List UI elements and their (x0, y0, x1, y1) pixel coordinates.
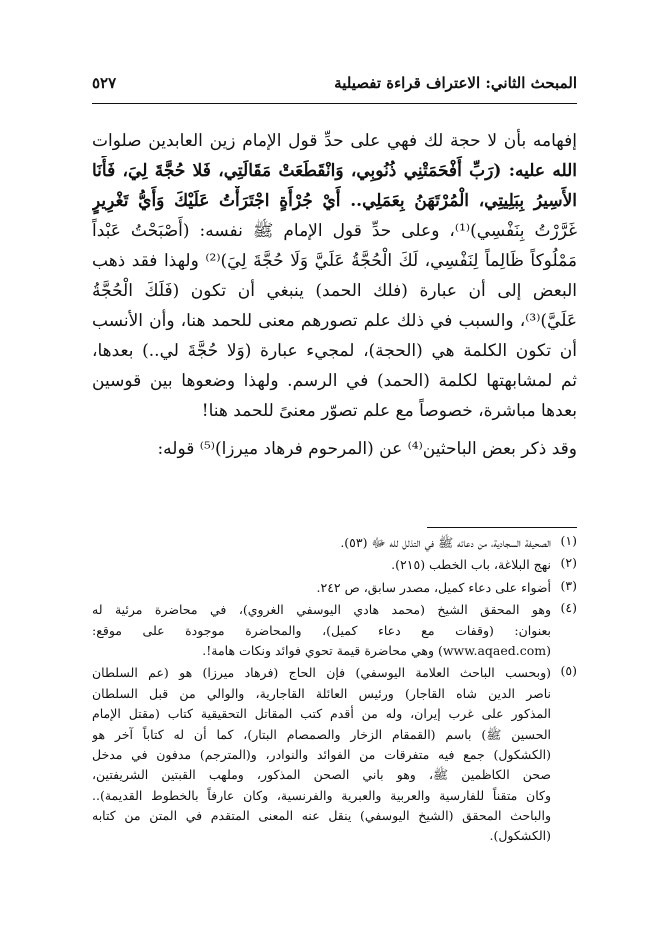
body-line: غَرَّرْتُ بِنَفْسِي)⁽¹⁾، وعلى حدِّ قول الإمام ﷺ نفسه: (أَصْبَحْتُ عَبْداً (92, 221, 577, 241)
footnote-line: أضواء على دعاء كميل، مصدر سابق، ص ٢٤٢. (316, 579, 551, 595)
footnote-line: (الكشكول). (489, 828, 551, 844)
footnote (92, 600, 577, 661)
footnote-line: المذكور على غرب إيران، وله من أقدم كتب المقاتل التحقيقية كتاب (مقتل الإمام (92, 706, 551, 722)
footnote-number: (٣) (560, 577, 577, 593)
footnote-line: (www.aqaed.com) وهي محاضرة قيمة تحوي فوائد ونكات هامة!. (202, 642, 551, 658)
footnote-line: وهو المحقق الشيخ (محمد هادي اليوسفي الغروي)، في محاضرة مرئية له (92, 602, 551, 618)
footnote (92, 578, 577, 598)
footnote-text (92, 555, 551, 575)
body-line: وقد ذكر بعض الباحثين⁽⁴⁾ عن (المرحوم فرهاد ميرزا)⁽⁵⁾ قوله: (157, 439, 577, 459)
footnote-number: (٥) (560, 663, 577, 679)
body-line: بعدها مباشرة، خصوصاً مع علم تصوّر معنىً للحمد هنا! (201, 401, 577, 421)
body-line: الأَسِيرُ بِبَلِيتِي، الْمُرْتَهَنُ بِعَمَلِي.. أَيْ جُرْأَةٍ اجْتَرَأْتُ عَلَيْكَ وَأَيُّ تَغْرِيرٍ (92, 191, 577, 211)
footnote (92, 663, 577, 847)
footnote-text (92, 600, 551, 661)
footnote-line: بعنوان: (وقفات مع دعاء كميل)، والمحاضرة موجودة على موقع: (92, 622, 551, 638)
body-line: مَمْلُوكاً ظَالِماً لِنَفْسِي، لَكَ الْحُجَّةُ عَلَيَّ وَلَا حُجَّةَ لِيَ)⁽²⁾ ولهذا فقد ذهب (92, 251, 577, 271)
footnote (92, 555, 577, 575)
body-line: ثم لمشابهتها لكلمة (الحمد) في الرسم. ولهذا وضعوها بين قوسين (92, 371, 577, 391)
chapter-title: المبحث الثاني: الاعتراف قراءة تفصيلية (334, 74, 577, 92)
body-line: أن تكون الكلمة هي (الحجة)، لمجيء عبارة (وَلا حُجَّةَ لي..) بعدها، (92, 341, 577, 361)
body-line: إفهامه بأن لا حجة لك فهي على حدِّ قول الإمام زين العابدين صلوات (92, 131, 577, 151)
footnote-number: (١) (560, 533, 577, 548)
paragraph-gap (92, 426, 577, 434)
footnote-line: ناصر الدين شاه القاجار) ورئيس العائلة القاجارية، والوالي من قبل السلطان (92, 685, 551, 701)
footnote-text (92, 663, 551, 847)
footnote-divider (427, 527, 577, 528)
footnote-line: وكان متقناً للفارسية والعربية والعبرية والفرنسية، وكان عارفاً بالخطوط القديمة).. (92, 787, 551, 803)
footnote-line: والباحث المحقق (الشيخ اليوسفي) ينقل عنه المعنى المتقدم في المتن من كتابه (92, 808, 551, 824)
body-line: البعض إلى أن عبارة (فلك الحمد) ينبغي أن تكون (فَلَكَ الْحُجَّةُ (92, 281, 577, 301)
body-line: عَلَيَّ)⁽³⁾، والسبب في ذلك علم تصورهم معنى للحمد هنا، وأن الأنسب (92, 311, 577, 331)
footnote-line: (وبحسب الباحث العلامة اليوسفي) فإن الحاج (فرهاد ميرزا) هو (عم السلطان (92, 665, 551, 681)
header-divider (92, 103, 577, 104)
footnote-line: الحسين ﷺ) باسم (القمقام الزخار والصمصام البتار)، كما أن له كتاباً آخر هو (92, 726, 551, 742)
footnote-line: الصحيفة السجادية، من دعائه ﷺ في التذلل لله ﷻ (٥٣). (340, 535, 551, 550)
footnote (92, 533, 577, 553)
footnote-line: نهج البلاغة، باب الخطب (٢١٥). (391, 557, 551, 573)
footnote-line: صحن الكاظمين ﷺ، وهو باني الصحن المذكور، وملهب القبتين الشريفتين، (92, 767, 551, 783)
page-number: ٥٢٧ (92, 74, 117, 92)
footnote-line: (الكشكول) جمع فيه متفرقات من الفوائد والنوادر، و(المترجم) مدفون في مدخل (92, 746, 551, 762)
body-line: الله عليه: (رَبِّ أَفْحَمَتْنِي ذُنُوبِي، وَانْقَطَعَتْ مَقَالَتِي، فَلا حُجَّةَ لِيَ، فَأَنَا (92, 161, 577, 181)
footnote-number: (٤) (560, 600, 577, 616)
footnote-text (92, 578, 551, 598)
footnote-number: (٢) (560, 555, 577, 571)
footnote-text (92, 533, 551, 553)
running-header (92, 74, 577, 100)
footnotes (92, 533, 577, 849)
main-body-text (92, 126, 577, 464)
